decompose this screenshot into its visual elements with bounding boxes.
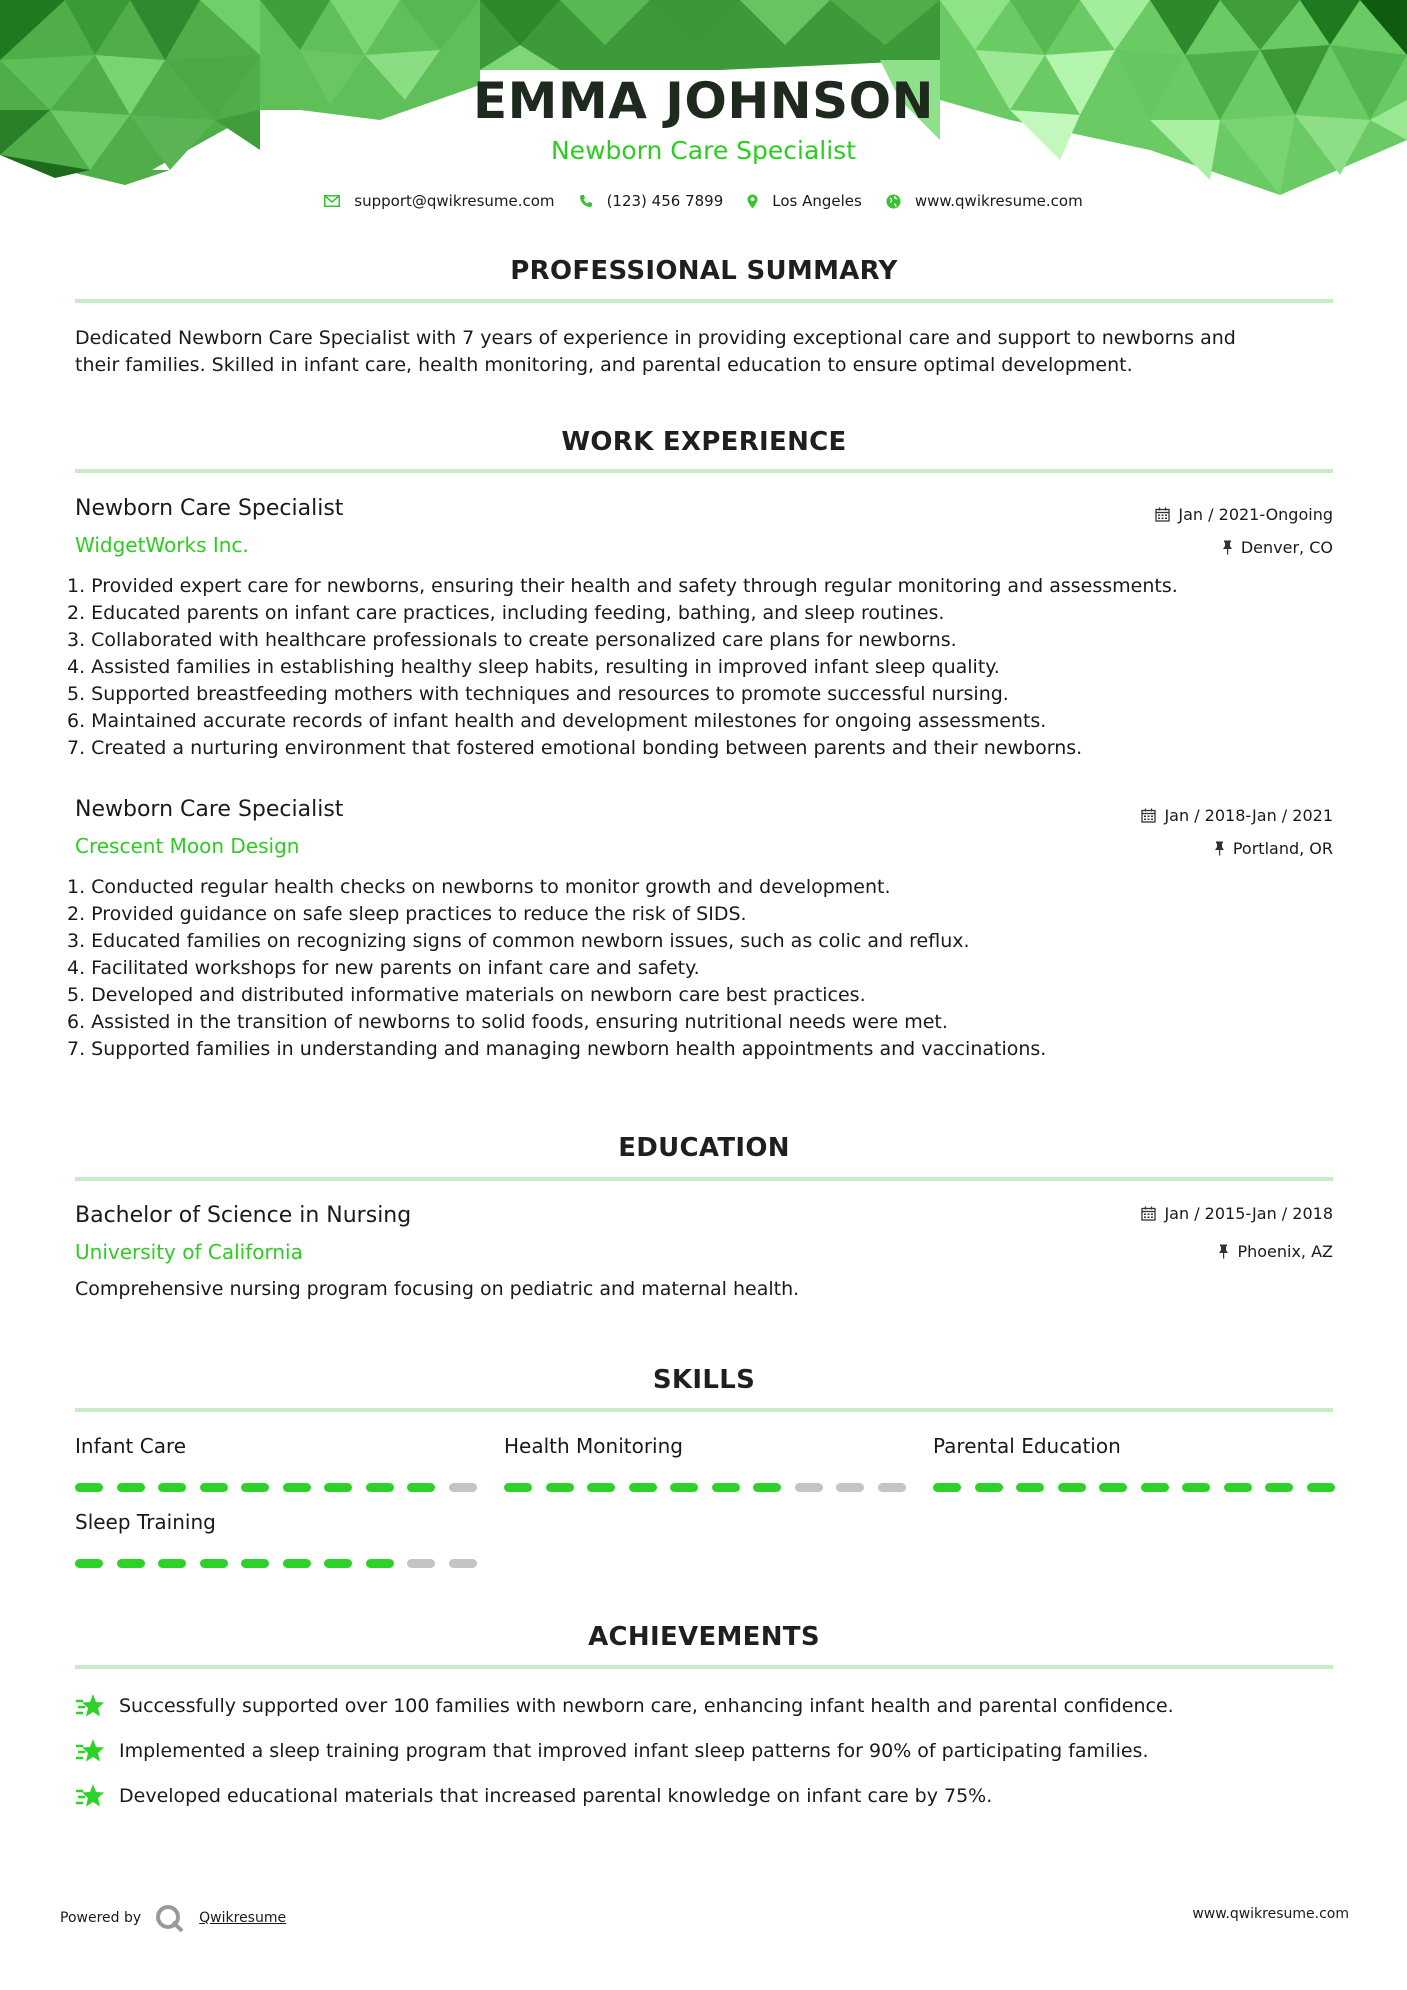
contact-email[interactable] [324,192,554,210]
contact-phone-text: (123) 456 7899 [606,192,724,210]
star-icon [75,1691,105,1721]
skill-segment-filled [241,1559,269,1568]
pushpin-icon [1222,540,1233,555]
experience-divider [75,469,1333,473]
achievement-item [75,1691,1333,1721]
company-name: Crescent Moon Design [75,834,300,858]
skill-segment-filled [407,1483,435,1492]
globe-icon [886,194,901,209]
achievements-divider [75,1665,1333,1669]
qwikresume-logo-icon [155,1904,185,1932]
map-pin-icon [747,194,758,209]
skill-segment-filled [324,1483,352,1492]
skill-segment-filled [158,1559,186,1568]
skill-segment-filled [283,1559,311,1568]
footer-website[interactable]: www.qwikresume.com [1192,1906,1349,1922]
achievement-text: Successfully supported over 100 families with newborn care, enhancing infant health and parental confidence. [119,1695,1174,1717]
skill-segment-filled [117,1483,145,1492]
job-location [1222,538,1333,557]
education-heading: EDUCATION [618,1133,790,1163]
skill-name: Infant Care [75,1434,187,1458]
skill-segment-filled [366,1483,394,1492]
achievement-item [75,1781,1333,1811]
list-item: 1. Provided expert care for newborns, ensuring their health and safety through regular monitoring and assessments. [67,575,1178,597]
job-dates-text: Jan / 2018-Jan / 2021 [1164,806,1333,825]
skill-segment-filled [200,1559,228,1568]
skill-segment-filled [1265,1483,1293,1492]
pushpin-icon [1218,1244,1229,1259]
skill-name: Parental Education [933,1434,1121,1458]
calendar-icon [1141,1206,1156,1221]
summary-text [75,325,1333,379]
contact-location [747,192,862,210]
skill-name: Health Monitoring [504,1434,683,1458]
skill-segment-filled [712,1483,740,1492]
list-item: 2. Provided guidance on safe sleep practices to reduce the risk of SIDS. [67,903,747,925]
list-item: 7. Created a nurturing environment that fostered emotional bonding between parents and their newborns. [67,737,1083,759]
skill-segment-filled [324,1559,352,1568]
skill-segment-empty [878,1483,906,1492]
candidate-name: EMMA JOHNSON [473,72,934,130]
candidate-role: Newborn Care Specialist [550,136,856,165]
education-divider [75,1177,1333,1181]
skill-segment-filled [587,1483,615,1492]
education-dates [1141,1204,1333,1223]
skill-segment-filled [75,1559,103,1568]
skill-segment-filled [117,1559,145,1568]
calendar-icon [1155,507,1170,522]
job-dates [1141,806,1333,825]
skill-level-bar [75,1559,490,1568]
achievement-text: Developed educational materials that increased parental knowledge on infant care by 75%. [119,1785,993,1807]
summary-heading: PROFESSIONAL SUMMARY [510,256,898,286]
job-title: Newborn Care Specialist [75,797,344,822]
skill-level-bar [75,1483,490,1492]
star-icon [75,1736,105,1766]
list-item: 1. Conducted regular health checks on newborns to monitor growth and development. [67,876,891,898]
skill-level-bar [933,1483,1348,1492]
education-location-text: Phoenix, AZ [1237,1242,1333,1261]
skill-segment-filled [1058,1483,1086,1492]
qwikresume-link[interactable]: Qwikresume [199,1910,287,1926]
skill-segment-empty [836,1483,864,1492]
skill-segment-filled [283,1483,311,1492]
skill-segment-filled [975,1483,1003,1492]
education-location [1218,1242,1333,1261]
school-name: University of California [75,1240,303,1264]
skill-segment-filled [366,1559,394,1568]
experience-heading: WORK EXPERIENCE [561,427,847,457]
skill-level-bar [504,1483,919,1492]
skill-segment-filled [1016,1483,1044,1492]
skill-segment-filled [1307,1483,1335,1492]
list-item: 5. Developed and distributed informative materials on newborn care best practices. [67,984,866,1006]
skill-segment-empty [795,1483,823,1492]
job-responsibilities [67,573,1337,762]
job-location-text: Denver, CO [1240,538,1333,557]
list-item: 6. Maintained accurate records of infant health and development milestones for ongoing assessments. [67,710,1047,732]
contact-email-text: support@qwikresume.com [354,192,555,210]
job-dates-text: Jan / 2021-Ongoing [1178,505,1333,524]
education-dates-text: Jan / 2015-Jan / 2018 [1164,1204,1333,1223]
contact-website[interactable] [886,192,1083,210]
calendar-icon [1141,808,1156,823]
star-icon [75,1781,105,1811]
skills-heading: SKILLS [652,1365,756,1395]
skill-segment-filled [753,1483,781,1492]
skill-segment-filled [933,1483,961,1492]
education-description: Comprehensive nursing program focusing on pediatric and maternal health. [75,1278,800,1300]
skill-segment-empty [449,1483,477,1492]
skill-name: Sleep Training [75,1510,216,1534]
skill-segment-filled [200,1483,228,1492]
contact-location-text: Los Angeles [772,192,862,210]
skills-divider [75,1408,1333,1412]
job-location-text: Portland, OR [1232,839,1333,858]
list-item: 3. Collaborated with healthcare professionals to create personalized care plans for newborns. [67,629,957,651]
list-item: 6. Assisted in the transition of newborns to solid foods, ensuring nutritional needs were met. [67,1011,948,1033]
skill-segment-filled [241,1483,269,1492]
skill-segment-filled [158,1483,186,1492]
list-item: 2. Educated parents on infant care practices, including feeding, bathing, and sleep routines. [67,602,945,624]
job-dates [1155,505,1333,524]
job-location [1214,839,1333,858]
skill-segment-filled [75,1483,103,1492]
achievements-heading: ACHIEVEMENTS [588,1622,820,1652]
footer-powered-by [60,1904,286,1932]
achievement-item [75,1736,1333,1766]
skill-segment-filled [504,1483,532,1492]
phone-icon [579,194,593,208]
list-item: 5. Supported breastfeeding mothers with techniques and resources to promote successful nursing. [67,683,1009,705]
powered-by-label: Powered by [60,1910,142,1926]
achievement-text: Implemented a sleep training program that improved infant sleep patterns for 90% of participating families. [119,1740,1149,1762]
skill-segment-empty [449,1559,477,1568]
skill-segment-filled [629,1483,657,1492]
list-item: 7. Supported families in understanding and managing newborn health appointments and vaccinations. [67,1038,1047,1060]
contact-phone[interactable] [579,192,724,210]
skill-segment-filled [1182,1483,1210,1492]
job-responsibilities [67,874,1337,1063]
envelope-icon [324,195,340,207]
skill-segment-filled [1224,1483,1252,1492]
list-item: 4. Facilitated workshops for new parents on infant care and safety. [67,957,700,979]
skill-segment-filled [1099,1483,1127,1492]
contact-bar [0,190,1407,212]
pushpin-icon [1214,841,1225,856]
skill-segment-filled [1141,1483,1169,1492]
summary-line: their families. Skilled in infant care, health monitoring, and parental education to ensure optimal development. [75,354,1133,376]
contact-website-text: www.qwikresume.com [914,192,1083,210]
summary-line: Dedicated Newborn Care Specialist with 7 years of experience in providing exceptional care and support to newborns and [75,327,1236,349]
job-title: Newborn Care Specialist [75,496,344,521]
skill-segment-filled [670,1483,698,1492]
summary-divider [75,299,1333,303]
company-name: WidgetWorks Inc. [75,533,249,557]
skill-segment-filled [546,1483,574,1492]
degree-title: Bachelor of Science in Nursing [75,1203,412,1228]
skill-segment-empty [407,1559,435,1568]
list-item: 4. Assisted families in establishing healthy sleep habits, resulting in improved infant sleep quality. [67,656,1000,678]
list-item: 3. Educated families on recognizing signs of common newborn issues, such as colic and reflux. [67,930,970,952]
